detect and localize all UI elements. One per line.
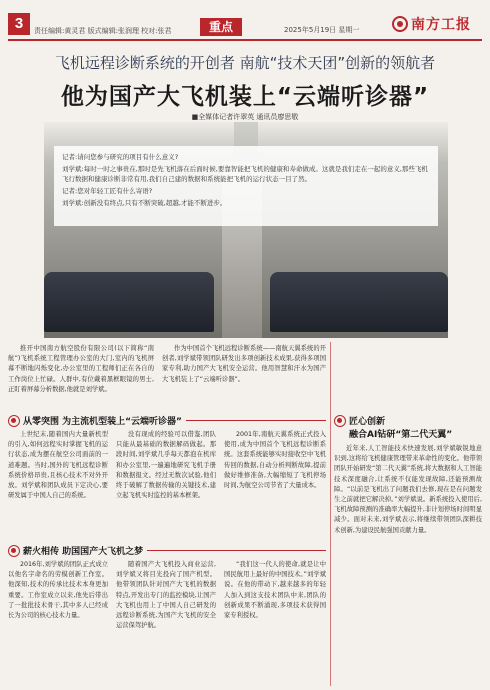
body-column-1 — [8, 430, 108, 540]
interview-box — [54, 146, 438, 226]
body-text: 没有现成的经验可以借鉴,团队只能从最基础的数据解码做起。那段时间,刘学斌几乎每天都泡在机库和办公室里,一遍遍地研究飞机手册和数据报文。经过无数次试验,他们终于破解了数据传输的关键技术,建立起飞机实时监控的基本框架。 — [116, 431, 216, 500]
body-column-2 — [116, 430, 216, 540]
body-column-7 — [334, 444, 482, 686]
intro-text-left: 推开中国南方航空股份有限公司(以下简称“南航”)飞机系统工程管理办公室的大门,室内的飞机屏幕不断地闪烁变化,办公室里的工程师们正在各自的工作岗位上忙碌。人群中,有位戴着黑框眼镜的男士,正盯着屏幕分析数据,他就是刘学斌。 — [8, 345, 154, 393]
intro-paragraph-left — [8, 344, 154, 410]
page-header — [0, 0, 490, 42]
issue-date: 2025年5月19日 星期一 — [284, 26, 360, 34]
seat-row-right — [270, 272, 448, 332]
section-heading-text-line2: 融合AI钻研“第二代天翼” — [349, 430, 453, 440]
body-column-5 — [116, 560, 216, 686]
body-column-3 — [224, 430, 326, 540]
section-heading-text: 从零突围 为主流机型装上“云端听诊器” — [23, 417, 182, 427]
seat-row-left — [44, 272, 214, 332]
logo-mark-icon — [392, 16, 408, 32]
body-text: “我们这一代人的使命,就是让中国民航用上最好的中国技术。”刘学斌说。在他的带动下,越来越多的年轻人加入到这支技术团队中来,团队的创新成果不断涌现,多项技术获得国家专利授权。 — [224, 561, 326, 619]
body-text: 上世纪末,随着国内大量新机型的引入,如何远程实时掌握飞机的运行状态,成为摆在航空公司面前的一道难题。当时,国外的飞机远程诊断系统价格昂贵,且核心技术不对外开放。刘学斌和团队成员下定决心,要研发属于中国人自己的系统。 — [8, 431, 108, 500]
article-byline: ■全媒体记者许翠英 通讯员廖思敬 — [191, 113, 299, 121]
page-number: 3 — [8, 13, 30, 35]
section-bullet-icon — [8, 545, 20, 557]
body-text: 近年来,人工智能技术快速发展,刘学斌敏锐地意识到,这将给飞机健康管理带来革命性的变化。他带领团队开始研发“第二代天翼”系统,将大数据和人工智能技术深度融合,让系统不仅能发现故障,还能预测故障。“以前是飞机出了问题我们去修,现在是在问题发生之前就把它解决掉。”刘学斌说。新系统投入使用后,飞机故障预测的准确率大幅提升,非计划停场时间明显减少。面对未来,刘学斌表示,将继续带领团队深耕技术创新,为建设民航强国贡献力量。 — [334, 445, 482, 534]
masthead-logo — [392, 14, 484, 34]
article-title: 他为国产大飞机装上“云端听诊器” — [60, 84, 430, 110]
section-heading-1 — [8, 414, 326, 427]
editor-credits: 责任编辑:黄灵君 版式编辑:张润理 校对:张君 — [34, 27, 172, 35]
section-bullet-icon — [8, 415, 20, 427]
interview-question: 记者:请问您参与研究的项目有什么意义? — [62, 153, 179, 161]
section-label: 重点 — [200, 18, 242, 36]
logo-text: 南方工报 — [411, 17, 471, 33]
header-rule — [8, 39, 482, 41]
heading-rule — [147, 550, 326, 551]
interview-answer: 刘学斌:创新没有终点,只有不断突破,超越,才能不断进步。 — [62, 199, 227, 208]
body-column-6 — [224, 560, 326, 686]
section-heading-2 — [8, 544, 326, 557]
heading-rule — [186, 420, 326, 421]
intro-paragraph-right — [162, 344, 326, 410]
interview-answer: 刘学斌:每时一时之事贵在,那时是先飞机落在后面时候,要靠智能把飞机的健康和寿命做成。这就是我们走在一起的意义,那些飞机飞行数据和健康诊断非常有用,我们自己建的数据和系统能把飞机的运行状态一目了然。 — [62, 165, 428, 184]
interview-question: 记者:您对年轻工匠有什么寄语? — [62, 187, 153, 196]
section-bullet-icon — [334, 415, 346, 427]
section-heading-text: 薪火相传 助国国产大飞机之梦 — [23, 547, 144, 557]
article-subtitle: 飞机远程诊断系统的开创者 南航“技术天团”创新的领航者 — [54, 54, 436, 72]
section-heading-text: 匠心创新 — [349, 417, 386, 427]
intro-text-right: 作为中国首个飞机远程诊断系统——南航天翼系统的开创者,刘学斌带领团队研发出多项创新技术成果,获得多项国家专利,助力国产大飞机安全运营。他用智慧和汗水为国产大飞机装上了“云端听诊器”。 — [162, 345, 326, 383]
body-text: 随着国产大飞机投入商业运营,刘学斌又将目光投向了国产机型。他带领团队针对国产大飞机的数据特点,开发出专门的监控模块,让国产大飞机也用上了中国人自己研发的远程诊断系统,为国产大飞机的安全运营保驾护航。 — [116, 561, 216, 630]
body-text: 2016年,刘学斌的团队正式成立以他名字命名的劳模创新工作室。他深知,技术的传承比技术本身更加重要。工作室成立以来,他先后带出了一批批技术骨干,其中多人已经成长为公司的核心技术力量。 — [8, 561, 108, 619]
body-text: 2001年,南航天翼系统正式投入使用,成为中国首个飞机远程诊断系统。这套系统能够实时接收空中飞机传回的数据,自动分析判断故障,提前做好维修准备,大幅缩短了飞机停场时间,为航空公司节省了大量成本。 — [224, 431, 326, 489]
body-column-4 — [8, 560, 108, 686]
section-heading-3 — [334, 414, 482, 440]
column-divider — [330, 342, 331, 686]
